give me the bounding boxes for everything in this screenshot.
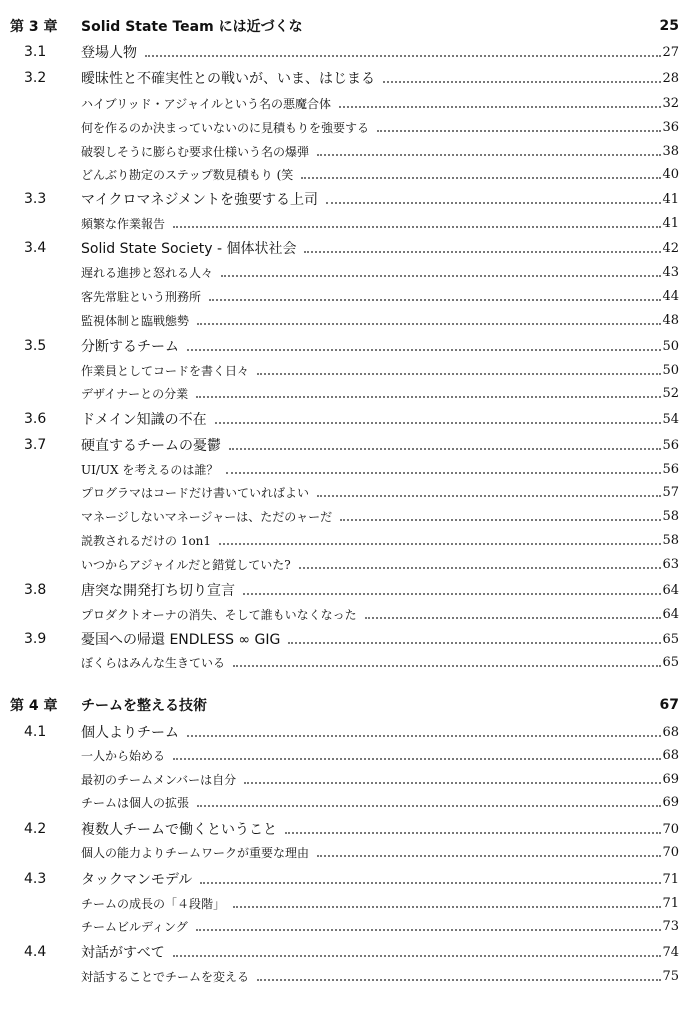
toc-dot-leader [229, 447, 661, 450]
toc-entry-title: いつからアジャイルだと錯覚していた? [81, 556, 295, 573]
toc-subsection[interactable] [0, 480, 693, 504]
toc-subsection[interactable] [0, 914, 693, 938]
toc-entry-title-wrap [81, 532, 667, 549]
toc-entry-title: チームビルディング [81, 918, 192, 935]
toc-section[interactable] [0, 407, 693, 431]
toc-entry-title: 作業員としてコードを書く日々 [81, 362, 253, 379]
toc-page-number: 41 [662, 215, 679, 231]
toc-entry-title: 何を作るのか決まっていないのに見積もりを強要する [81, 119, 373, 136]
toc-dot-leader [173, 757, 661, 760]
toc-page-number: 75 [662, 968, 679, 984]
toc-subsection[interactable] [0, 162, 693, 186]
toc-subsection[interactable] [0, 91, 693, 115]
toc-entry-number: 3.1 [24, 44, 47, 60]
toc-entry-title-wrap [81, 264, 667, 281]
toc-subsection[interactable] [0, 891, 693, 915]
toc-page-number: 54 [662, 411, 679, 427]
toc-subsection[interactable] [0, 504, 693, 528]
toc-dot-leader [145, 54, 661, 57]
toc-entry-title-wrap [81, 794, 667, 811]
toc-entry-number: 3.7 [24, 437, 47, 453]
toc-dot-leader [301, 176, 661, 179]
toc-subsection[interactable] [0, 358, 693, 382]
toc-section[interactable] [0, 66, 693, 90]
toc-dot-leader [377, 129, 661, 132]
toc-entry-number: 4.1 [24, 724, 47, 740]
toc-entry-title-wrap [81, 461, 667, 478]
toc-dot-leader [383, 80, 661, 83]
toc-dot-leader [187, 348, 661, 351]
toc-section[interactable] [0, 236, 693, 260]
toc-entry-title: 分断するチーム [81, 336, 183, 356]
toc-chapter[interactable] [0, 14, 693, 38]
toc-section[interactable] [0, 867, 693, 891]
toc-page-number: 43 [662, 264, 679, 280]
toc-entry-title-wrap [81, 556, 667, 573]
toc-entry-number: 4.2 [24, 821, 47, 837]
toc-subsection[interactable] [0, 767, 693, 791]
toc-page-number: 71 [662, 895, 679, 911]
toc-entry-title: 説教されるだけの 1on1 [81, 532, 215, 549]
toc-dot-leader [317, 854, 661, 857]
toc-dot-leader [233, 664, 661, 667]
toc-chapter[interactable] [0, 693, 693, 717]
toc-entry-title: 唐突な開発打ち切り宣言 [81, 580, 239, 600]
toc-entry-title-wrap [81, 869, 667, 889]
toc-dot-leader [197, 804, 661, 807]
toc-dot-leader [196, 928, 661, 931]
toc-entry-title: 頻繁な作業報告 [81, 215, 169, 232]
toc-page-number: 36 [662, 119, 679, 135]
toc-page-number: 67 [659, 697, 679, 713]
toc-page-number: 63 [662, 556, 679, 572]
toc-dot-leader [257, 978, 661, 981]
toc-dot-leader [209, 298, 661, 301]
toc-entry-title: マイクロマネジメントを強要する上司 [81, 189, 322, 209]
toc-entry-title: マネージしないマネージャーは、ただのャーだ [81, 508, 336, 525]
toc-dot-leader [226, 471, 661, 474]
toc-subsection[interactable] [0, 790, 693, 814]
toc-page-number: 69 [662, 794, 679, 810]
toc-section[interactable] [0, 578, 693, 602]
toc-entry-title: 複数人チームで働くということ [81, 819, 281, 839]
toc-subsection[interactable] [0, 211, 693, 235]
toc-entry-title: 個人の能力よりチームワークが重要な理由 [81, 844, 313, 861]
toc-entry-title: 登場人物 [81, 42, 141, 62]
toc-page-number: 69 [662, 771, 679, 787]
toc-entry-title-wrap [81, 95, 667, 112]
toc-dot-leader [173, 225, 661, 228]
toc-page-number: 74 [662, 944, 679, 960]
toc-section[interactable] [0, 433, 693, 457]
toc-page-number: 50 [662, 362, 679, 378]
toc-entry-title-wrap [81, 508, 667, 525]
toc-entry-title: ぼくらはみんな生きている [81, 654, 229, 671]
toc-section[interactable] [0, 720, 693, 744]
toc-entry-title-wrap [81, 606, 667, 623]
toc-subsection[interactable] [0, 650, 693, 674]
toc-entry-title-wrap [81, 312, 667, 329]
toc-page-number: 41 [662, 191, 679, 207]
toc-entry-title: チームの成長の「４段階」 [81, 895, 229, 912]
toc-subsection[interactable] [0, 284, 693, 308]
toc-dot-leader [339, 105, 661, 108]
toc-entry-number: 3.3 [24, 191, 47, 207]
toc-entry-title: 憂国への帰還 ENDLESS ∞ GIG [81, 629, 284, 649]
toc-entry-title-wrap [81, 918, 667, 935]
toc-page-number: 70 [662, 844, 679, 860]
toc-section[interactable] [0, 817, 693, 841]
toc-dot-leader [243, 592, 661, 595]
toc-entry-title-wrap [81, 385, 667, 402]
toc-page-number: 28 [662, 70, 679, 86]
toc-page-number: 68 [662, 724, 679, 740]
toc-entry-title-wrap [81, 895, 667, 912]
toc-entry-number: 3.5 [24, 338, 47, 354]
toc-section[interactable] [0, 940, 693, 964]
toc-dot-leader [233, 905, 661, 908]
toc-entry-title-wrap [81, 747, 667, 764]
toc-dot-leader [219, 542, 661, 545]
toc-subsection[interactable] [0, 840, 693, 864]
toc-page-number: 68 [662, 747, 679, 763]
toc-entry-title-wrap [81, 409, 667, 429]
toc-section[interactable] [0, 334, 693, 358]
toc-subsection[interactable] [0, 457, 693, 481]
toc-section[interactable] [0, 627, 693, 651]
toc-entry-number: 第 4 章 [10, 698, 58, 714]
toc-entry-title-wrap [81, 68, 667, 88]
toc-dot-leader [173, 954, 661, 957]
toc-subsection[interactable] [0, 964, 693, 988]
toc-entry-title-wrap [81, 484, 667, 501]
toc-entry-title: 最初のチームメンバーは自分 [81, 771, 240, 788]
toc-entry-title-wrap [81, 143, 667, 160]
toc-dot-leader [196, 395, 661, 398]
toc-page-number: 38 [662, 143, 679, 159]
toc-dot-leader [221, 274, 661, 277]
toc-subsection[interactable] [0, 602, 693, 626]
toc-dot-leader [317, 153, 661, 156]
toc-page-number: 50 [662, 338, 679, 354]
toc-page-number: 48 [662, 312, 679, 328]
toc-entry-title: Solid State Society - 個体状社会 [81, 238, 300, 258]
toc-entry-title: プロダクトオーナの消失、そして誰もいなくなった [81, 606, 361, 623]
toc-subsection[interactable] [0, 139, 693, 163]
toc-dot-leader [299, 566, 661, 569]
toc-page-number: 52 [662, 385, 679, 401]
toc-entry-number: 3.9 [24, 631, 47, 647]
toc-entry-title-wrap [81, 771, 667, 788]
toc-page-number: 42 [662, 240, 679, 256]
toc-dot-leader [215, 421, 661, 424]
toc-entry-title-wrap [81, 238, 667, 258]
toc-page-number: 27 [662, 44, 679, 60]
toc-page-number: 73 [662, 918, 679, 934]
toc-entry-title: チームを整える技術 [81, 695, 211, 715]
toc-subsection[interactable] [0, 260, 693, 284]
toc-entry-title-wrap [81, 580, 667, 600]
toc-entry-title-wrap [81, 435, 667, 455]
toc-subsection[interactable] [0, 743, 693, 767]
toc-entry-number: 3.8 [24, 582, 47, 598]
toc-entry-number: 3.2 [24, 70, 47, 86]
toc-entry-title-wrap [81, 629, 667, 649]
toc-dot-leader [340, 518, 661, 521]
toc-page-number: 40 [662, 166, 679, 182]
toc-page-number: 70 [662, 821, 679, 837]
toc-entry-title: ハイブリッド・アジャイルという名の悪魔合体 [81, 95, 335, 112]
toc-subsection[interactable] [0, 308, 693, 332]
toc-entry-title: タックマンモデル [81, 869, 196, 889]
toc-entry-title-wrap [81, 942, 667, 962]
toc-dot-leader [365, 616, 661, 619]
toc-entry-title: どんぶり勘定のステップ数見積もり (笑 [81, 166, 297, 183]
toc-entry-title: Solid State Team には近づくな [81, 16, 307, 36]
toc-entry-number: 3.6 [24, 411, 47, 427]
toc-entry-title-wrap [81, 844, 667, 861]
toc-section[interactable] [0, 187, 693, 211]
toc-page-number: 64 [662, 606, 679, 622]
toc-entry-title-wrap [81, 362, 667, 379]
toc-entry-number: 4.3 [24, 871, 47, 887]
toc-entry-title: 個人よりチーム [81, 722, 183, 742]
toc-entry-title: 対話することでチームを変える [81, 968, 253, 985]
toc-page-number: 58 [662, 508, 679, 524]
toc-page-number: 25 [659, 18, 679, 34]
toc-page-number: 65 [662, 654, 679, 670]
toc-entry-title: 客先常駐という刑務所 [81, 288, 205, 305]
toc-dot-leader [244, 781, 661, 784]
toc-entry-title: 対話がすべて [81, 942, 169, 962]
toc-dot-leader [257, 372, 661, 375]
toc-entry-title: 硬直するチームの憂鬱 [81, 435, 225, 455]
toc-entry-number: 4.4 [24, 944, 47, 960]
toc-dot-leader [326, 201, 661, 204]
toc-entry-title-wrap [81, 722, 667, 742]
toc-subsection[interactable] [0, 115, 693, 139]
toc-dot-leader [200, 881, 661, 884]
toc-dot-leader [197, 322, 661, 325]
toc-entry-title-wrap [81, 166, 667, 183]
toc-page-number: 58 [662, 532, 679, 548]
toc-subsection[interactable] [0, 381, 693, 405]
toc-dot-leader [317, 494, 661, 497]
toc-entry-title-wrap [81, 968, 667, 985]
toc-page-number: 57 [662, 484, 679, 500]
toc-entry-number: 第 3 章 [10, 19, 58, 35]
toc-dot-leader [304, 250, 661, 253]
toc-entry-title: デザイナーとの分業 [81, 385, 192, 402]
toc-dot-leader [288, 641, 661, 644]
toc-page-number: 44 [662, 288, 679, 304]
toc-subsection[interactable] [0, 528, 693, 552]
toc-entry-title: UI/UX を考えるのは誰？ [81, 461, 222, 478]
toc-entry-title: 遅れる進捗と怒れる人々 [81, 264, 217, 281]
toc-entry-title-wrap [81, 336, 667, 356]
toc-page-number: 64 [662, 582, 679, 598]
toc-page-number: 56 [662, 437, 679, 453]
toc-entry-title-wrap [81, 695, 667, 715]
toc-entry-title-wrap [81, 16, 667, 36]
toc-section[interactable] [0, 40, 693, 64]
toc-page-number: 71 [662, 871, 679, 887]
toc-entry-title: プログラマはコードだけ書いていればよい [81, 484, 313, 501]
toc-dot-leader [285, 831, 661, 834]
toc-entry-title: 監視体制と臨戦態勢 [81, 312, 193, 329]
toc-entry-title-wrap [81, 819, 667, 839]
toc-entry-title-wrap [81, 42, 667, 62]
toc-entry-title-wrap [81, 189, 667, 209]
toc-dot-leader [187, 734, 661, 737]
toc-subsection[interactable] [0, 552, 693, 576]
toc-entry-title-wrap [81, 654, 667, 671]
toc-entry-title: 破裂しそうに膨らむ要求仕様いう名の爆弾 [81, 143, 313, 160]
toc-page-number: 65 [662, 631, 679, 647]
toc-page-number: 32 [662, 95, 679, 111]
toc-page-number: 56 [662, 461, 679, 477]
toc-entry-title: 曖昧性と不確実性との戦いが、いま、はじまる [81, 68, 379, 88]
toc-entry-title-wrap [81, 288, 667, 305]
toc-entry-title: 一人から始める [81, 747, 169, 764]
toc-entry-title-wrap [81, 215, 667, 232]
toc-entry-number: 3.4 [24, 240, 47, 256]
toc-entry-title-wrap [81, 119, 667, 136]
toc-entry-title: チームは個人の拡張 [81, 794, 193, 811]
toc-entry-title: ドメイン知識の不在 [81, 409, 211, 429]
